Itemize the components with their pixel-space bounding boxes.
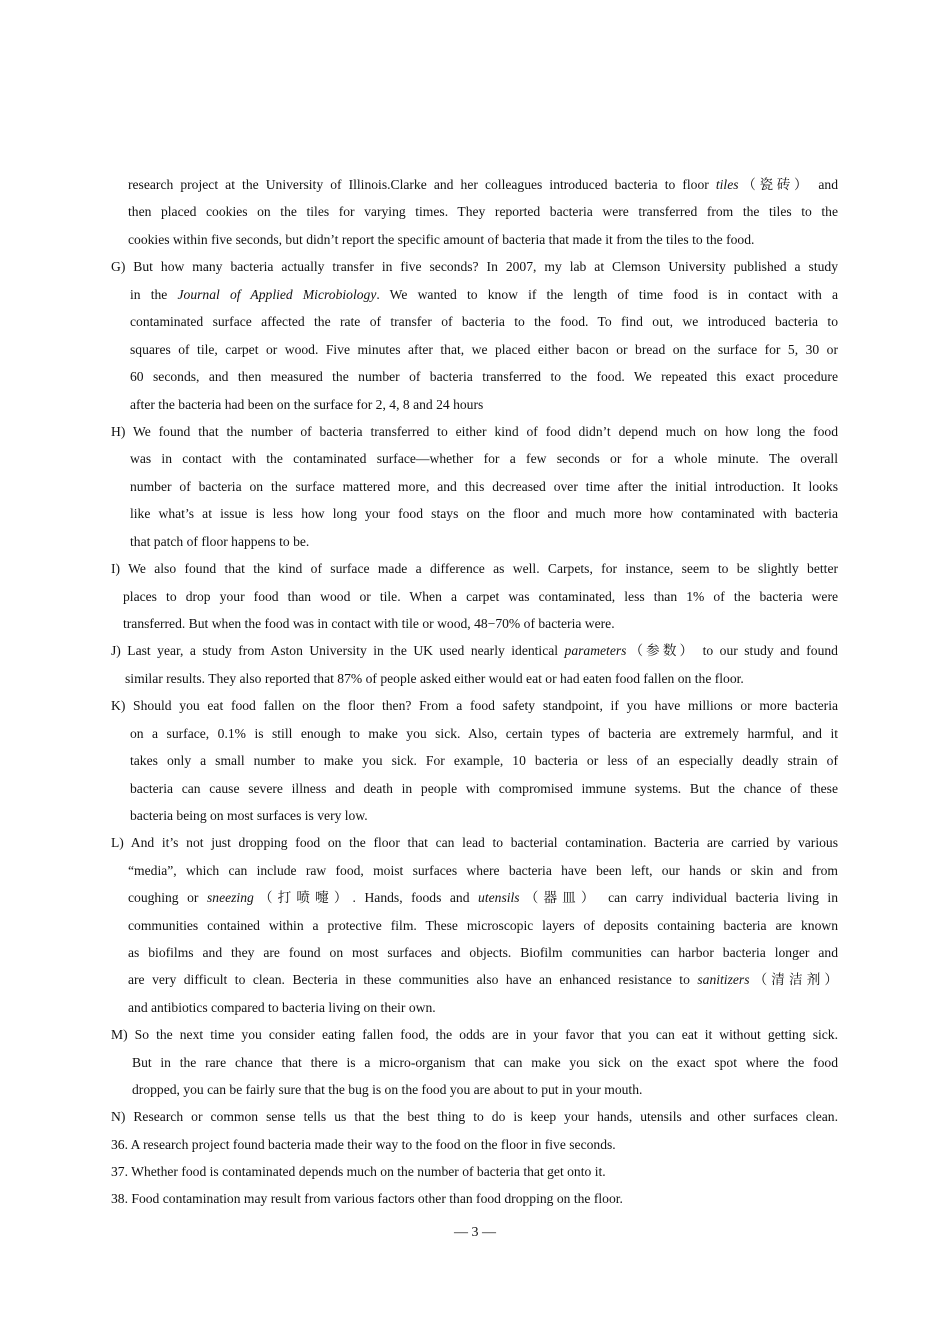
text-segment: . We wanted to know if the length of time food is in contact with a bbox=[376, 287, 838, 302]
text-segment: 37. Whether food is contaminated depends much on the number of bacteria that get onto it. bbox=[111, 1164, 606, 1179]
text-segment: contaminated surface affected the rate of transfer of bacteria to the food. To find out, we introduced bacteria to bbox=[130, 314, 838, 329]
text-segment: in the bbox=[130, 287, 178, 302]
text-line bbox=[128, 203, 838, 221]
text-line bbox=[128, 176, 838, 194]
italic-term: tiles bbox=[715, 177, 739, 192]
text-line bbox=[128, 231, 754, 249]
text-line bbox=[130, 533, 309, 551]
text-segment: number of bacteria on the surface mattered more, and this decreased over time after the initial introduction. It looks bbox=[130, 479, 838, 494]
text-line bbox=[125, 670, 744, 688]
text-line bbox=[111, 642, 838, 660]
text-segment: bacteria can cause severe illness and death in people with compromised immune systems. But the chance of these bbox=[130, 781, 838, 796]
text-segment: coughing or bbox=[128, 890, 207, 905]
text-segment: 36. A research project found bacteria made their way to the food on the floor in five seconds. bbox=[111, 1137, 616, 1152]
text-segment: bacteria being on most surfaces is very low. bbox=[130, 808, 368, 823]
text-line bbox=[111, 258, 838, 276]
text-line bbox=[111, 560, 838, 578]
text-segment: takes only a small number to make you sick. For example, 10 bacteria or less of an especially deadly strain of bbox=[130, 753, 838, 768]
text-segment: squares of tile, carpet or wood. Five minutes after that, we placed either bacon or bread on the surface for 5, 30 or bbox=[130, 342, 838, 357]
text-segment: was in contact with the contaminated surface—whether for a few seconds or for a whole minute. The overall bbox=[130, 451, 838, 466]
text-segment: K) Should you eat food fallen on the floor then? From a food safety standpoint, if you have millions or more bacteria bbox=[111, 698, 838, 713]
text-line bbox=[111, 697, 838, 715]
text-segment: J) Last year, a study from Aston University in the UK used nearly identical bbox=[111, 643, 565, 658]
text-line bbox=[130, 341, 838, 359]
text-segment: as biofilms and they are found on most surfaces and objects. Biofilm communities can harbor bacteria longer and bbox=[128, 945, 838, 960]
text-segment: research project at the University of Illinois.Clarke and her colleagues introduced bacteria to floor bbox=[128, 177, 716, 192]
text-segment: （清洁剂） bbox=[749, 972, 838, 987]
text-segment: and antibiotics compared to bacteria living on their own. bbox=[128, 1000, 436, 1015]
text-line bbox=[128, 889, 838, 907]
text-line bbox=[130, 450, 838, 468]
text-segment: （参数） to our study and found bbox=[626, 643, 838, 658]
text-segment: （器皿） can carry individual bacteria living in bbox=[519, 890, 838, 905]
text-line bbox=[111, 1190, 623, 1208]
text-line bbox=[130, 505, 838, 523]
text-segment: after the bacteria had been on the surface for 2, 4, 8 and 24 hours bbox=[130, 397, 484, 412]
text-line bbox=[128, 971, 838, 989]
text-line bbox=[128, 999, 436, 1017]
text-segment: dropped, you can be fairly sure that the bug is on the food you are about to put in your mouth. bbox=[132, 1082, 643, 1097]
text-segment: But in the rare chance that there is a micro-organism that can make you sick on the exact spot where the food bbox=[132, 1055, 838, 1070]
text-segment: similar results. They also reported that 87% of people asked either would eat or had eaten food fallen on the floor. bbox=[125, 671, 744, 686]
text-segment: G) But how many bacteria actually transfer in five seconds? In 2007, my lab at Clemson University published a study bbox=[111, 259, 838, 274]
text-segment: transferred. But when the food was in contact with tile or wood, 48−70% of bacteria were. bbox=[123, 616, 615, 631]
italic-term: utensils bbox=[478, 890, 520, 905]
text-segment: I) We also found that the kind of surface made a difference as well. Carpets, for instance, seem to be slightly better bbox=[111, 561, 838, 576]
text-segment: places to drop your food than wood or tile. When a carpet was contaminated, less than 1% of the bacteria were bbox=[123, 589, 838, 604]
text-line bbox=[111, 1136, 616, 1154]
text-segment: L) And it’s not just dropping food on the floor that can lead to bacterial contamination. Bacteria are carried by various bbox=[111, 835, 838, 850]
text-segment: 38. Food contamination may result from various factors other than food dropping on the floor. bbox=[111, 1191, 623, 1206]
text-line bbox=[128, 944, 838, 962]
page-number: — 3 — bbox=[454, 1225, 496, 1240]
text-segment: 60 seconds, and then measured the number of bacteria transferred to the food. We repeated this exact procedure bbox=[130, 369, 838, 384]
text-segment: like what’s at issue is less how long your food stays on the floor and much more how contaminated with bacteria bbox=[130, 506, 838, 521]
text-line bbox=[130, 752, 838, 770]
italic-term: Journal of Applied Microbiology bbox=[177, 287, 377, 302]
text-line bbox=[130, 725, 838, 743]
text-segment: （打喷嚏）. Hands, foods and bbox=[253, 890, 479, 905]
text-line bbox=[130, 286, 838, 304]
text-line bbox=[123, 615, 615, 633]
text-segment: cookies within five seconds, but didn’t report the specific amount of bacteria that made it from the tiles to the food. bbox=[128, 232, 755, 247]
text-segment: H) We found that the number of bacteria transferred to either kind of food didn’t depend much on how long the food bbox=[111, 424, 838, 439]
text-line bbox=[130, 368, 838, 386]
text-line bbox=[111, 834, 838, 852]
text-line bbox=[111, 1026, 838, 1044]
text-segment: on a surface, 0.1% is still enough to make you sick. Also, certain types of bacteria are extremely harmful, and it bbox=[130, 726, 838, 741]
text-line bbox=[130, 396, 483, 414]
text-line bbox=[111, 1163, 606, 1181]
text-line bbox=[111, 423, 838, 441]
text-segment: （瓷砖） and bbox=[738, 177, 839, 192]
text-line bbox=[128, 862, 838, 880]
text-segment: that patch of floor happens to be. bbox=[130, 534, 310, 549]
text-segment: are very difficult to clean. Becteria in these communities also have an enhanced resistance to bbox=[128, 972, 698, 987]
text-line bbox=[128, 917, 838, 935]
text-line bbox=[132, 1081, 642, 1099]
text-segment: communities contained within a protective film. These microscopic layers of deposits containing bacteria are known bbox=[128, 918, 838, 933]
text-segment: N) Research or common sense tells us that the best thing to do is keep your hands, utensils and other surfaces clean. bbox=[111, 1109, 838, 1124]
text-line bbox=[130, 780, 838, 798]
text-segment: M) So the next time you consider eating fallen food, the odds are in your favor that you can eat it without getting sick. bbox=[111, 1027, 838, 1042]
text-segment: then placed cookies on the tiles for varying times. They reported bacteria were transferred from the tiles to the bbox=[128, 204, 838, 219]
text-line bbox=[130, 313, 838, 331]
italic-term: sanitizers bbox=[697, 972, 750, 987]
text-segment: “media”, which can include raw food, moist surfaces where bacteria have been left, our hands or skin and from bbox=[128, 863, 838, 878]
italic-term: parameters bbox=[564, 643, 627, 658]
text-line bbox=[130, 478, 838, 496]
italic-term: sneezing bbox=[206, 890, 254, 905]
text-line bbox=[111, 1108, 838, 1126]
text-line bbox=[132, 1054, 838, 1072]
text-line bbox=[123, 588, 838, 606]
text-line bbox=[130, 807, 368, 825]
